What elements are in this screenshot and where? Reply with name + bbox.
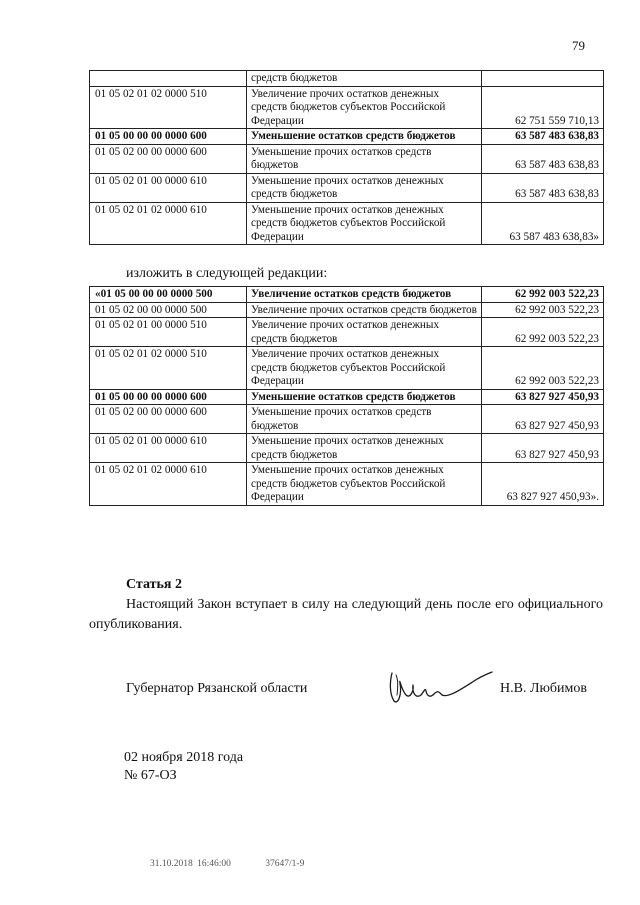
amount-cell: 63 587 483 638,83	[482, 129, 604, 145]
amendment-intro-text: изложить в следующей редакции:	[126, 266, 328, 281]
governor-title: Губернатор Рязанской области	[126, 681, 308, 696]
table-row	[90, 389, 604, 405]
amount-cell: 63 827 927 450,93	[482, 389, 604, 405]
description-cell: средств бюджетов	[247, 71, 482, 87]
table-row	[90, 405, 604, 434]
table-row	[90, 71, 604, 87]
description-cell: Уменьшение прочих остатков средств бюджетов	[247, 144, 482, 173]
amount-cell: 62 751 559 710,13	[482, 86, 604, 129]
budget-table-previous	[89, 70, 604, 245]
governor-name: Н.В. Любимов	[500, 681, 587, 696]
table-row	[90, 86, 604, 129]
amount-cell: 63 827 927 450,93	[482, 405, 604, 434]
footer-code: 37647/1-9	[265, 859, 305, 869]
handwritten-signature	[386, 665, 496, 709]
document-number: № 67-ОЗ	[124, 768, 177, 783]
table-row	[90, 318, 604, 347]
amount-cell: 62 992 003 522,23	[482, 347, 604, 390]
table-row	[90, 144, 604, 173]
budget-code-cell: 01 05 00 00 00 0000 600	[90, 389, 247, 405]
budget-code-cell: 01 05 02 01 00 0000 510	[90, 318, 247, 347]
description-cell: Уменьшение прочих остатков денежных средств бюджетов	[247, 434, 482, 463]
amount-cell: 62 992 003 522,23	[482, 318, 604, 347]
footer-stamp	[150, 859, 304, 869]
description-cell: Увеличение остатков средств бюджетов	[247, 287, 482, 303]
table-row	[90, 434, 604, 463]
budget-code-cell: 01 05 02 00 00 0000 500	[90, 302, 247, 318]
article-title: Статья 2	[126, 577, 182, 592]
amount-cell	[482, 71, 604, 87]
budget-code-cell: «01 05 00 00 00 0000 500	[90, 287, 247, 303]
table-row	[90, 463, 604, 506]
table-body	[90, 287, 604, 506]
amount-cell: 63 587 483 638,83»	[482, 202, 604, 245]
footer-timestamp: 31.10.2018 16:46:00	[150, 859, 231, 869]
amount-cell: 62 992 003 522,23	[482, 302, 604, 318]
description-cell: Уменьшение прочих остатков денежных средств бюджетов	[247, 173, 482, 202]
amount-cell: 63 587 483 638,83	[482, 144, 604, 173]
table-row	[90, 347, 604, 390]
budget-code-cell: 01 05 02 00 00 0000 600	[90, 405, 247, 434]
budget-code-cell: 01 05 02 01 02 0000 610	[90, 463, 247, 506]
description-cell: Уменьшение прочих остатков денежных средств бюджетов субъектов Российской Федерации	[247, 202, 482, 245]
table-row	[90, 129, 604, 145]
budget-code-cell: 01 05 02 01 02 0000 610	[90, 202, 247, 245]
table-body	[90, 71, 604, 245]
budget-code-cell: 01 05 02 01 02 0000 510	[90, 86, 247, 129]
description-cell: Увеличение прочих остатков средств бюджетов	[247, 302, 482, 318]
description-cell: Уменьшение прочих остатков денежных средств бюджетов субъектов Российской Федерации	[247, 463, 482, 506]
budget-table-new	[89, 286, 604, 506]
table-row	[90, 287, 604, 303]
description-cell: Уменьшение остатков средств бюджетов	[247, 389, 482, 405]
description-cell: Увеличение прочих остатков денежных средств бюджетов субъектов Российской Федерации	[247, 86, 482, 129]
amount-cell: 63 827 927 450,93	[482, 434, 604, 463]
budget-code-cell: 01 05 02 01 00 0000 610	[90, 434, 247, 463]
budget-code-cell: 01 05 02 01 02 0000 510	[90, 347, 247, 390]
budget-code-cell: 01 05 02 00 00 0000 600	[90, 144, 247, 173]
amount-cell: 62 992 003 522,23	[482, 287, 604, 303]
table-row	[90, 202, 604, 245]
amount-cell: 63 587 483 638,83	[482, 173, 604, 202]
table-row	[90, 302, 604, 318]
description-cell: Уменьшение остатков средств бюджетов	[247, 129, 482, 145]
article-body: Настоящий Закон вступает в силу на следующий день после его официального опубликования.	[89, 597, 603, 632]
amount-cell: 63 827 927 450,93».	[482, 463, 604, 506]
document-date: 02 ноября 2018 года	[124, 750, 244, 765]
budget-code-cell: 01 05 02 01 00 0000 610	[90, 173, 247, 202]
budget-code-cell: 01 05 00 00 00 0000 600	[90, 129, 247, 145]
budget-code-cell	[90, 71, 247, 87]
table-row	[90, 173, 604, 202]
description-cell: Увеличение прочих остатков денежных средств бюджетов субъектов Российской Федерации	[247, 347, 482, 390]
description-cell: Уменьшение прочих остатков средств бюджетов	[247, 405, 482, 434]
page-number: 79	[572, 38, 585, 53]
description-cell: Увеличение прочих остатков денежных средств бюджетов	[247, 318, 482, 347]
